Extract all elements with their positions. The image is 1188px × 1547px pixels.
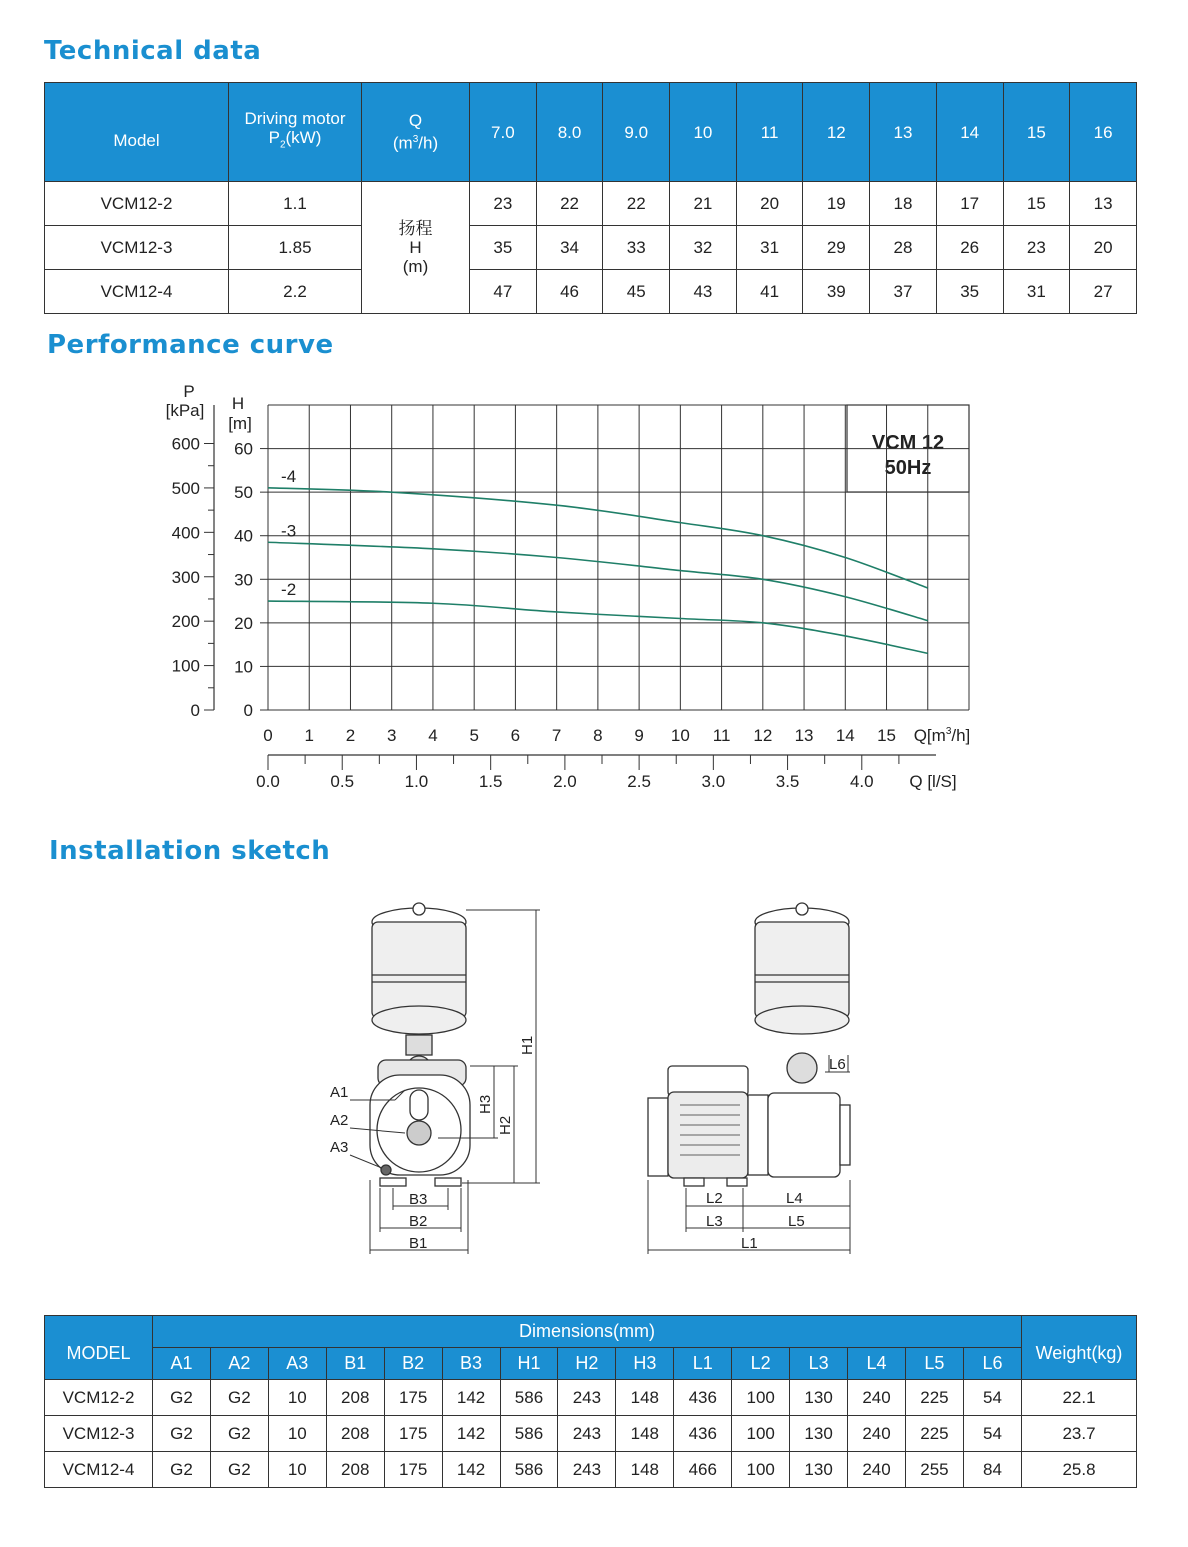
x-tick-label: 7 [551,726,562,745]
tech-model: VCM12-4 [45,270,229,314]
dims-value: 225 [905,1416,963,1452]
curve-label: -3 [281,521,297,541]
dims-col: L4 [848,1348,906,1380]
dims-value: 586 [500,1380,558,1416]
p-tick-label: 600 [171,434,200,454]
tech-col-q: Q $(m^3/h)$ [362,83,470,182]
dims-col: L6 [963,1348,1021,1380]
label-h1: H1 [519,1035,536,1055]
x-tick-label: 3 [386,726,397,745]
x2-tick-label: 3.5 [775,772,800,791]
x-tick-label: 5 [469,726,479,745]
chart-subtitle: 50Hz [884,457,932,479]
label-l3: L3 [706,1213,723,1230]
x-tick-label: 2 [345,726,356,745]
dims-col: L3 [790,1348,848,1380]
dims-value: 10 [268,1452,326,1488]
p-tick-label: 100 [171,656,200,676]
x-tick-label: 15 [877,726,896,745]
dims-col: B2 [384,1348,442,1380]
dims-value: 586 [500,1452,558,1488]
label-l5: L5 [788,1213,805,1230]
tech-power: 2.2 [229,270,362,314]
tech-head-value: 26 [936,226,1003,270]
dimensions-table [44,1315,1137,1488]
label-h3: H3 [477,1094,494,1114]
dims-value: 240 [848,1416,906,1452]
tech-head-value: 13 [1070,182,1137,226]
tech-head-value: 32 [670,226,737,270]
dims-value: 142 [442,1452,500,1488]
tech-power: 1.1 [229,182,362,226]
dims-row [45,1416,1137,1452]
tech-col-motor: Driving motor $P_2(kW)$ [229,83,362,182]
dims-value: 255 [905,1452,963,1488]
tech-head-value: 15 [1003,182,1070,226]
tech-power: 1.85 [229,226,362,270]
performance-chart [0,370,1188,810]
dims-row [45,1452,1137,1488]
x2-tick-label: 3.0 [701,772,726,791]
dims-weight: 22.1 [1022,1380,1137,1416]
installation-sketch [0,880,1188,1260]
tech-head-value: 33 [603,226,670,270]
dims-value: G2 [153,1416,211,1452]
x-tick-label: 14 [835,726,855,745]
front-view-drawing [370,903,470,1186]
dims-col: A2 [210,1348,268,1380]
tech-head-value: 20 [736,182,803,226]
tech-head-value: 39 [803,270,870,314]
dims-value: 208 [326,1416,384,1452]
p-axis-label: P [183,382,195,401]
p-tick-label: 200 [171,612,200,632]
dims-col: H1 [500,1348,558,1380]
x2-tick-label: 4.0 [849,772,874,791]
side-view-drawing [648,903,850,1186]
tech-flow-header: 14 [936,83,1003,182]
x2-tick-label: 1.5 [478,772,503,791]
dims-value: 243 [558,1452,616,1488]
label-l2: L2 [706,1190,723,1207]
tech-flow-header: 13 [870,83,937,182]
tech-head-value: 46 [536,270,603,314]
p-tick-label: 0 [190,701,200,720]
dims-col: L2 [732,1348,790,1380]
p-tick-label: 400 [171,523,200,543]
dims-col: H3 [616,1348,674,1380]
label-l6: L6 [829,1056,846,1073]
tech-flow-header: 8.0 [536,83,603,182]
label-a3: A3 [330,1139,349,1156]
dims-col: L5 [905,1348,963,1380]
tech-head-value: 23 [470,182,537,226]
tech-head-label: 扬程 H (m) [362,182,470,314]
h-tick-label: 20 [234,613,253,633]
x-axis-label: $Q[m^3/h]$ [913,726,971,745]
x2-tick-label: 0.0 [256,772,280,791]
x2-tick-label: 2.5 [627,772,651,791]
dims-value: 130 [790,1416,848,1452]
x2-axis-label: Q [l/S] [909,772,957,791]
tech-head-value: 34 [536,226,603,270]
p-tick-label: 500 [171,478,200,498]
p-axis-unit: [kPa] [165,401,205,420]
h-tick-label: 10 [234,657,253,677]
tech-head-value: 18 [870,182,937,226]
tech-flow-header: 16 [1070,83,1137,182]
technical-data-title: Technical data [44,36,262,66]
label-l1: L1 [741,1235,758,1252]
tech-col-model: Model [45,83,229,182]
installation-sketch-title: Installation sketch [49,836,331,866]
tech-model: VCM12-2 [45,182,229,226]
dims-value: 175 [384,1452,442,1488]
dims-model: VCM12-4 [45,1452,153,1488]
dims-value: 240 [848,1452,906,1488]
dims-value: G2 [153,1380,211,1416]
tech-row [45,226,1137,270]
x2-tick-label: 0.5 [330,772,355,791]
dims-col: A3 [268,1348,326,1380]
dims-value: 436 [674,1416,732,1452]
x2-tick-label: 2.0 [553,772,577,791]
tech-head-value: 37 [870,270,937,314]
tech-flow-header: 7.0 [470,83,537,182]
tech-flow-header: 10 [670,83,737,182]
dims-value: 54 [963,1416,1021,1452]
dims-group-header: Dimensions(mm) [153,1316,1022,1348]
performance-curve-title: Performance curve [47,330,334,360]
x-tick-label: 13 [794,726,814,745]
tech-row [45,270,1137,314]
dims-weight: 23.7 [1022,1416,1137,1452]
label-b2: B2 [409,1213,428,1230]
curve-label: -4 [281,466,297,486]
h-tick-label: 0 [243,701,253,720]
dims-col: H2 [558,1348,616,1380]
dims-value: G2 [210,1380,268,1416]
tech-model: VCM12-3 [45,226,229,270]
tech-head-value: 28 [870,226,937,270]
dims-value: G2 [210,1416,268,1452]
h-axis-label: H [231,394,245,413]
tech-flow-header: 15 [1003,83,1070,182]
label-l4: L4 [786,1190,803,1207]
dims-col: A1 [153,1348,211,1380]
dims-value: 10 [268,1380,326,1416]
technical-data-table [44,82,1137,314]
h-tick-label: 40 [234,526,253,546]
dims-header-row-2 [45,1348,1137,1380]
h-tick-label: 60 [234,439,253,459]
tech-head-value: 29 [803,226,870,270]
tech-flow-header: 11 [736,83,803,182]
h-tick-label: 50 [234,483,253,503]
dims-col: B1 [326,1348,384,1380]
label-a1: A1 [330,1084,349,1101]
dims-col-weight: Weight(kg) [1022,1316,1137,1380]
x-tick-label: 11 [712,726,731,745]
tech-head-value: 21 [670,182,737,226]
dims-header-row-1 [45,1316,1137,1348]
dims-model: VCM12-3 [45,1416,153,1452]
dims-col: L1 [674,1348,732,1380]
h-tick-label: 30 [234,570,253,590]
tech-head-value: 17 [936,182,1003,226]
dims-value: G2 [153,1452,211,1488]
dims-value: 175 [384,1380,442,1416]
dims-model: VCM12-2 [45,1380,153,1416]
dims-value: 10 [268,1416,326,1452]
tech-head-value: 22 [603,182,670,226]
tech-head-value: 20 [1070,226,1137,270]
tech-head-value: 41 [736,270,803,314]
label-b1: B1 [409,1235,428,1252]
dims-col: B3 [442,1348,500,1380]
tech-head-value: 19 [803,182,870,226]
tech-flow-header: 9.0 [603,83,670,182]
p-tick-label: 300 [171,567,200,587]
tech-flow-header: 12 [803,83,870,182]
dims-value: 225 [905,1380,963,1416]
dims-value: 100 [732,1452,790,1488]
dims-value: 100 [732,1416,790,1452]
tech-head-value: 43 [670,270,737,314]
dims-value: 142 [442,1380,500,1416]
dims-value: 208 [326,1452,384,1488]
dims-value: 148 [616,1380,674,1416]
tech-head-value: 31 [1003,270,1070,314]
chart-title: VCM 12 [871,432,945,454]
dims-value: 208 [326,1380,384,1416]
label-b3: B3 [409,1191,428,1208]
dims-value: 240 [848,1380,906,1416]
dims-value: 142 [442,1416,500,1452]
label-a2: A2 [330,1112,349,1129]
dims-value: 130 [790,1452,848,1488]
dims-value: 148 [616,1416,674,1452]
x2-tick-label: 1.0 [404,772,429,791]
tech-head-value: 35 [936,270,1003,314]
x-tick-label: 10 [670,726,690,745]
dims-value: 84 [963,1452,1021,1488]
x-tick-label: 9 [634,726,644,745]
dims-value: 466 [674,1452,732,1488]
x-tick-label: 4 [428,726,438,745]
label-h2: H2 [497,1115,514,1135]
dims-value: 54 [963,1380,1021,1416]
tech-head-value: 47 [470,270,537,314]
dims-value: 130 [790,1380,848,1416]
tech-head-value: 27 [1070,270,1137,314]
tech-head-value: 35 [470,226,537,270]
dims-col-model: MODEL [45,1316,153,1380]
dims-value: 436 [674,1380,732,1416]
dims-value: 586 [500,1416,558,1452]
dims-value: 243 [558,1380,616,1416]
tech-header-row [45,83,1137,182]
curve-label: -2 [281,580,297,600]
dims-value: G2 [210,1452,268,1488]
tech-head-value: 22 [536,182,603,226]
dims-value: 148 [616,1452,674,1488]
x-tick-label: 0 [263,726,273,745]
x-tick-label: 1 [304,726,314,745]
x-tick-label: 6 [510,726,521,745]
dims-weight: 25.8 [1022,1452,1137,1488]
x-tick-label: 12 [753,726,773,745]
tech-row [45,182,1137,226]
dims-value: 100 [732,1380,790,1416]
dims-value: 243 [558,1416,616,1452]
dims-value: 175 [384,1416,442,1452]
tech-head-value: 23 [1003,226,1070,270]
h-axis-unit: [m] [228,414,252,433]
tech-head-value: 31 [736,226,803,270]
x-tick-label: 8 [593,726,603,745]
dims-row [45,1380,1137,1416]
tech-head-value: 45 [603,270,670,314]
